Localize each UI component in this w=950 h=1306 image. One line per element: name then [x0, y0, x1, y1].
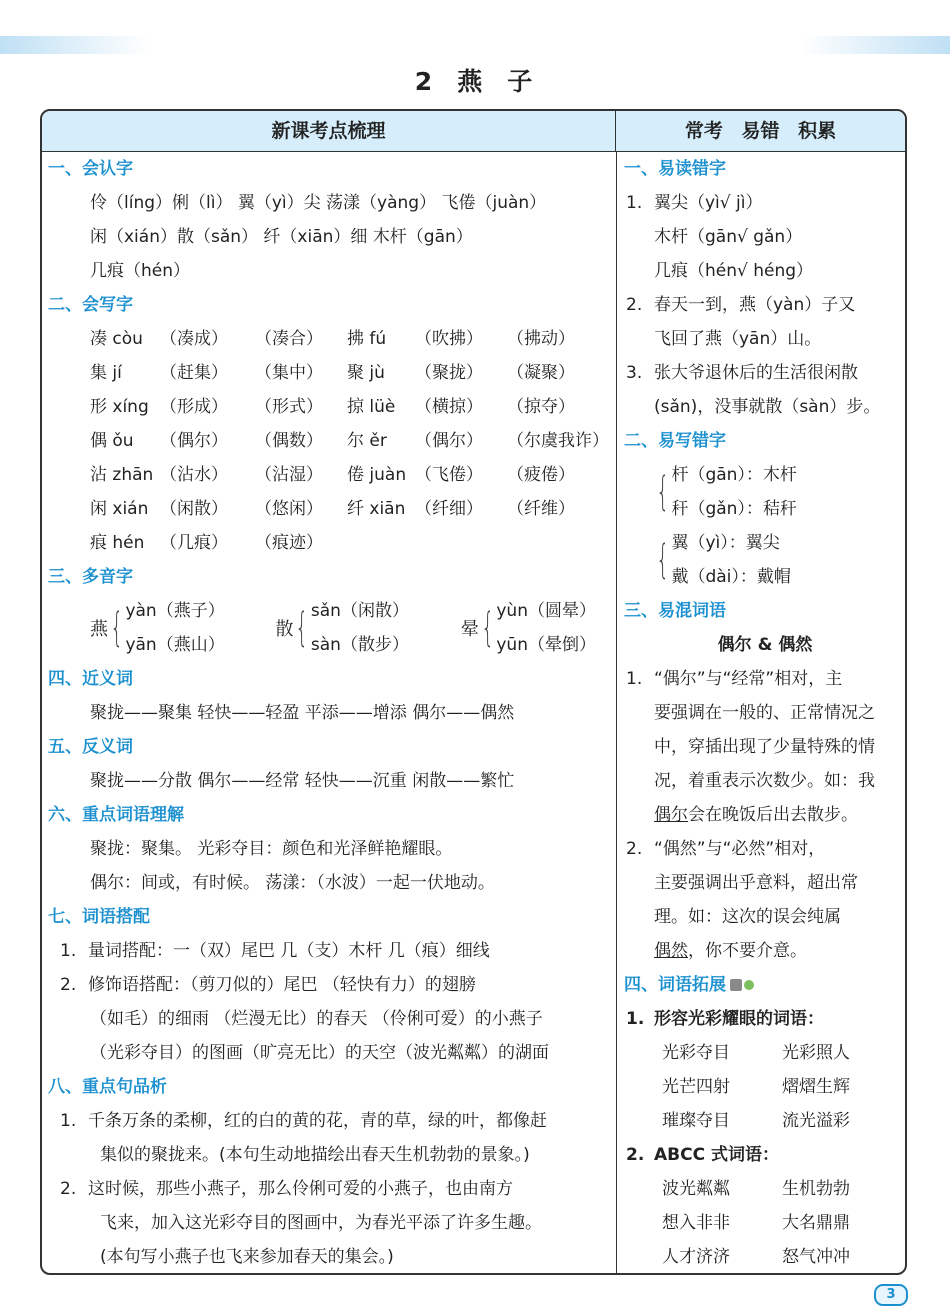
brace-icon: {: [656, 537, 670, 583]
word-row: 想入非非 大名鼎鼎: [662, 1213, 850, 1233]
section-heading: 一、会认字: [48, 159, 133, 179]
text-line: 聚拢——分散 偶尔——经常 轻快——沉重 闲散——繁忙: [90, 771, 515, 791]
header-right: 常考 易错 积累: [616, 111, 905, 152]
text-line: （光彩夺目）的图画（旷亮无比）的天空（波光粼粼）的湖面: [90, 1043, 549, 1063]
text-line: 集似的聚拢来。(本句生动地描绘出春天生机勃勃的景象。): [100, 1145, 530, 1165]
text-line: 偶尔会在晚饭后出去散步。: [654, 805, 858, 825]
section-heading: 八、重点句品析: [48, 1077, 167, 1097]
section-heading: 四、词语拓展: [624, 968, 906, 1002]
left-column: [48, 152, 614, 1274]
list-item: 几痕（hén√ héng）: [654, 261, 814, 281]
section-heading: 五、反义词: [48, 737, 133, 757]
page-number: 3: [874, 1284, 908, 1306]
char-pair-group: { 杆（gān）：木杆 秆（gǎn）：秸秆: [624, 458, 906, 526]
list-item: 2. 修饰语搭配：（剪刀似的）尾巴 （轻快有力）的翅膀: [60, 975, 476, 995]
text-line: 伶（líng）俐（lì） 翼（yì）尖 荡漾（yàng） 飞倦（juàn）: [90, 193, 547, 213]
audio-icon[interactable]: [744, 980, 754, 990]
section-heading: 六、重点词语理解: [48, 805, 184, 825]
text-line: 理。如：这次的误会纯属: [654, 907, 841, 927]
list-item: 2. 这时候，那些小燕子，那么伶俐可爱的小燕子，也由南方: [60, 1179, 513, 1199]
right-column: [624, 152, 906, 1274]
column-divider: [616, 152, 617, 1275]
section-heading: 七、词语搭配: [48, 907, 150, 927]
word-row: 璀璨夺目 流光溢彩: [662, 1111, 850, 1131]
text-line: 偶尔：间或，有时候。 荡漾：（水波）一起一伏地动。: [90, 873, 495, 893]
text-line: (本句写小燕子也飞来参加春天的集会。): [100, 1247, 394, 1267]
text-line: 几痕（hén）: [90, 261, 191, 281]
decor-stripe-right: [800, 36, 950, 54]
list-item: 2. ABCC 式词语：: [626, 1145, 779, 1165]
char-row: 形 xíng （形成） （形式） 掠 lüè （横掠） （掠夺）: [90, 397, 575, 417]
char-row: 凑 còu （凑成） （凑合） 拂 fú （吹拂） （拂动）: [90, 329, 575, 349]
list-item: 2. 春天一到，燕（yàn）子又: [626, 295, 856, 315]
text-line: 飞来，加入这光彩夺目的图画中，为春光平添了许多生趣。: [100, 1213, 542, 1233]
text-line: 要强调在一般的、正常情况之: [654, 703, 875, 723]
char-row: 偶 ǒu （偶尔） （偶数） 尔 ěr （偶尔） （尔虞我诈）: [90, 431, 609, 451]
section-heading: 四、近义词: [48, 669, 133, 689]
decor-stripe-left: [0, 36, 150, 54]
section-heading: 三、易混词语: [624, 601, 726, 621]
list-item: 飞回了燕（yān）山。: [654, 329, 822, 349]
list-item: 1. 千条万条的柔柳，红的白的黄的花，青的草，绿的叶，都像赶: [60, 1111, 547, 1131]
subsection-title: 偶尔 & 偶然: [717, 635, 813, 655]
word-row: 光彩夺目 光彩照人: [662, 1043, 850, 1063]
header-left: 新课考点梳理: [42, 111, 616, 152]
content-frame: [40, 109, 907, 1275]
list-item: 1. 翼尖（yì√ jì）: [626, 193, 763, 213]
text-line: 聚拢——聚集 轻快——轻盈 平添——增添 偶尔——偶然: [90, 703, 515, 723]
char-pair-group: { 翼（yì）：翼尖 戴（dài）：戴帽: [624, 526, 906, 594]
list-item: 2. “偶然”与“必然”相对，: [626, 839, 826, 859]
text-line: 主要强调出乎意料，超出常: [654, 873, 858, 893]
word-row: 波光粼粼 生机勃勃: [662, 1179, 850, 1199]
word-row: 人才济济 怒气冲冲: [662, 1247, 850, 1267]
list-item: 1. 量词搭配：一（双）尾巴 几（支）木杆 几（痕）细线: [60, 941, 490, 961]
section-heading: 二、易写错字: [624, 431, 726, 451]
text-line: （如毛）的细雨 （烂漫无比）的春天 （伶俐可爱）的小燕子: [90, 1009, 543, 1029]
char-row: 痕 hén （几痕） （痕迹）: [90, 533, 323, 553]
brace-icon: {: [295, 605, 309, 651]
word-row: 光芒四射 熠熠生辉: [662, 1077, 850, 1097]
list-item: 3. 张大爷退休后的生活很闲散: [626, 363, 858, 383]
qr-code-icon[interactable]: [730, 979, 742, 991]
list-item: 木杆（gān√ gǎn）: [654, 227, 803, 247]
list-item: 1. 形容光彩耀眼的词语：: [626, 1009, 824, 1029]
brace-icon: {: [656, 469, 670, 515]
text-line: 聚拢：聚集。 光彩夺目：颜色和光泽鲜艳耀眼。: [90, 839, 453, 859]
page-title: 2 燕 子: [414, 67, 536, 96]
brace-icon: {: [110, 605, 124, 651]
text-line: 中，穿插出现了少量特殊的情: [654, 737, 875, 757]
polyphone-group: 燕 { yàn（燕子） yān（燕山） 散 { sǎn（闲散） sàn（散步） 晕 { yùn（圆晕） yūn（晕倒）: [48, 594, 614, 662]
section-heading: 三、多音字: [48, 567, 133, 587]
brace-icon: {: [481, 605, 494, 651]
char-row: 集 jí （赶集） （集中） 聚 jù （聚拢） （凝聚）: [90, 363, 575, 383]
char-row: 沾 zhān （沾水） （沾湿） 倦 juàn （飞倦） （疲倦）: [90, 465, 575, 485]
list-item: 1. “偶尔”与“经常”相对，主: [626, 669, 843, 689]
section-heading: 一、易读错字: [624, 159, 726, 179]
char-row: 闲 xián （闲散） （悠闲） 纤 xiān （纤细） （纤维）: [90, 499, 575, 519]
text-line: 况，着重表示次数少。如：我: [654, 771, 875, 791]
text-line: 偶然，你不要介意。: [654, 941, 807, 961]
text-line: 闲（xián）散（sǎn） 纤（xiān）细 木杆（gān）: [90, 227, 473, 247]
section-heading: 二、会写字: [48, 295, 133, 315]
list-item: (sǎn)，没事就散（sàn）步。: [654, 397, 881, 417]
